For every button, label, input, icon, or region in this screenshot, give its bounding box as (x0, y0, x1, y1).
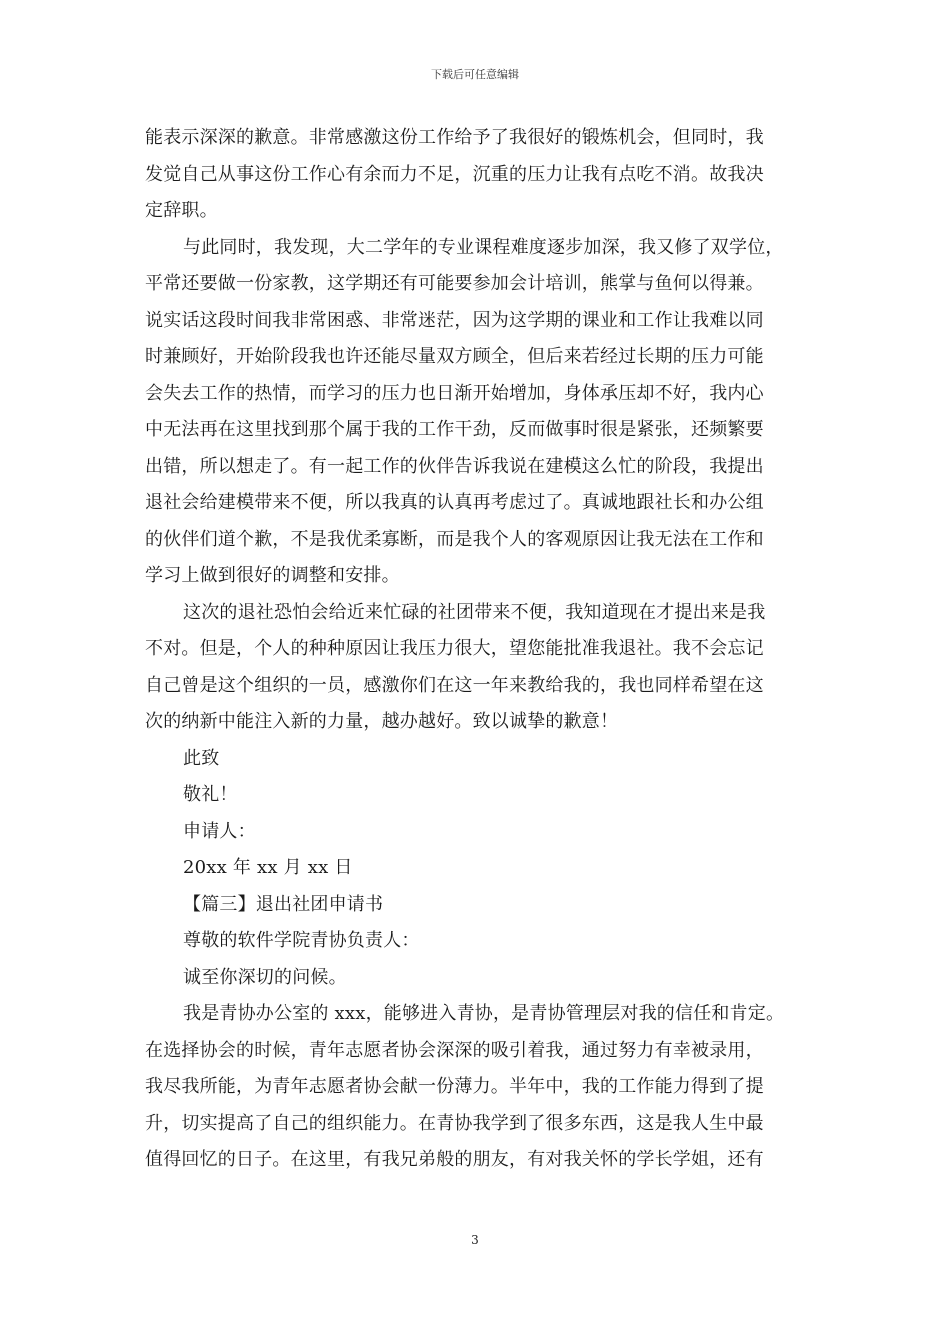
text-line: 诚至你深切的问候。 (183, 966, 347, 988)
text-line: 与此同时，我发现，大二学年的专业课程难度逐步加深，我又修了双学位， (183, 236, 784, 258)
text-line: 不对。但是，个人的种种原因让我压力很大，望您能批准我退社。我不会忘记 (145, 638, 764, 659)
text-line: 我尽我所能，为青年志愿者协会献一份薄力。半年中，我的工作能力得到了提 (145, 1076, 764, 1097)
text-line: 我是青协办公室的 xxx，能够进入青协，是青协管理层对我的信任和肯定。 (183, 1003, 785, 1024)
text-line: 发觉自己从事这份工作心有余而力不足，沉重的压力让我有点吃不消。故我决 (145, 163, 764, 185)
page-header: 下载后可任意编辑 (431, 68, 519, 81)
page-number: 3 (471, 1233, 479, 1247)
text-line: 自己曾是这个组织的一员，感激你们在这一年来教给我的，我也同样希望在这 (145, 674, 764, 696)
text-line: 定辞职。 (145, 200, 218, 221)
text-line: 会失去工作的热情，而学习的压力也日渐开始增加，身体承压却不好，我内心 (145, 382, 764, 404)
text-line: 这次的退社恐怕会给近来忙碌的社团带来不便，我知道现在才提出来是我 (183, 601, 766, 623)
text-line: 退社会给建模带来不便，所以我真的认真再考虑过了。真诚地跟社长和办公组 (145, 492, 764, 513)
text-line: 说实话这段时间我非常困惑、非常迷茫，因为这学期的课业和工作让我难以同 (145, 309, 764, 331)
text-line: 平常还要做一份家教，这学期还有可能要参加会计培训，熊掌与鱼何以得兼。 (145, 273, 764, 294)
text-line: 能表示深深的歉意。非常感激这份工作给予了我很好的锻炼机会，但同时，我 (145, 127, 764, 148)
text-line: 敬礼！ (183, 784, 238, 805)
text-line: 出错，所以想走了。有一起工作的伙伴告诉我说在建模这么忙的阶段，我提出 (145, 455, 764, 477)
text-line: 尊敬的软件学院青协负责人： (183, 930, 420, 951)
text-line: 中无法再在这里找到那个属于我的工作干劲，反而做事时很是紧张，还频繁要 (145, 419, 764, 440)
text-line: 值得回忆的日子。在这里，有我兄弟般的朋友，有对我关怀的学长学姐，还有 (145, 1149, 764, 1170)
text-line: 升，切实提高了自己的组织能力。在青协我学到了很多东西，这是我人生中最 (145, 1112, 764, 1134)
text-line: 学习上做到很好的调整和安排。 (145, 565, 400, 586)
text-line: 此致 (183, 747, 220, 769)
text-line: 【篇三】退出社团申请书 (183, 893, 384, 915)
text-line: 次的纳新中能注入新的力量，越办越好。致以诚挚的歉意！ (145, 711, 619, 732)
text-line: 20xx 年 xx 月 xx 日 (183, 857, 353, 878)
text-line: 时兼顾好，开始阶段我也许还能尽量双方顾全，但后来若经过长期的压力可能 (145, 346, 764, 367)
document-body (145, 120, 825, 1179)
text-line: 的伙伴们道个歉，不是我优柔寡断，而是我个人的客观原因让我无法在工作和 (145, 528, 764, 550)
text-line: 在选择协会的时候，青年志愿者协会深深的吸引着我，通过努力有幸被录用， (145, 1039, 764, 1061)
text-line: 申请人： (183, 820, 256, 842)
